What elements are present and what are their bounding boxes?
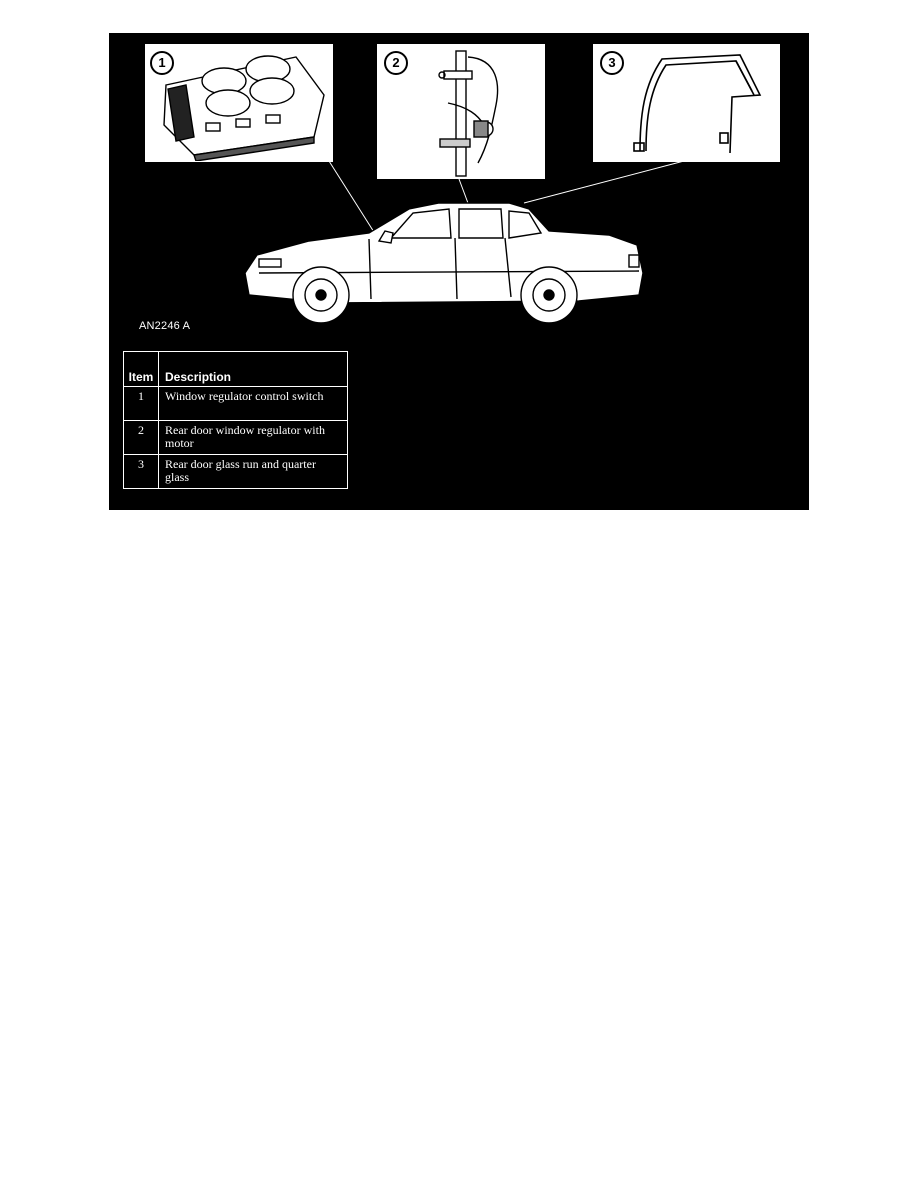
legend-item-description: Rear door window regulator with motor bbox=[159, 421, 348, 455]
legend-table bbox=[123, 351, 348, 489]
legend-item-number: 1 bbox=[124, 387, 159, 421]
diagram-figure bbox=[109, 33, 809, 510]
figure-id-label: AN2246 A bbox=[139, 320, 191, 332]
legend-item-number: 2 bbox=[124, 421, 159, 455]
legend-item-description: Rear door glass run and quarter glass bbox=[159, 455, 348, 489]
callout-2: 2 bbox=[384, 51, 408, 75]
table-row bbox=[124, 421, 348, 455]
callout-3: 3 bbox=[600, 51, 624, 75]
legend-header-row bbox=[124, 352, 348, 387]
legend-header-description: Description bbox=[159, 352, 348, 387]
table-row bbox=[124, 387, 348, 421]
table-row bbox=[124, 455, 348, 489]
legend-item-description: Window regulator control switch bbox=[159, 387, 348, 421]
legend-item-number: 3 bbox=[124, 455, 159, 489]
legend-header-item: Item bbox=[124, 352, 159, 387]
callout-1: 1 bbox=[150, 51, 174, 75]
